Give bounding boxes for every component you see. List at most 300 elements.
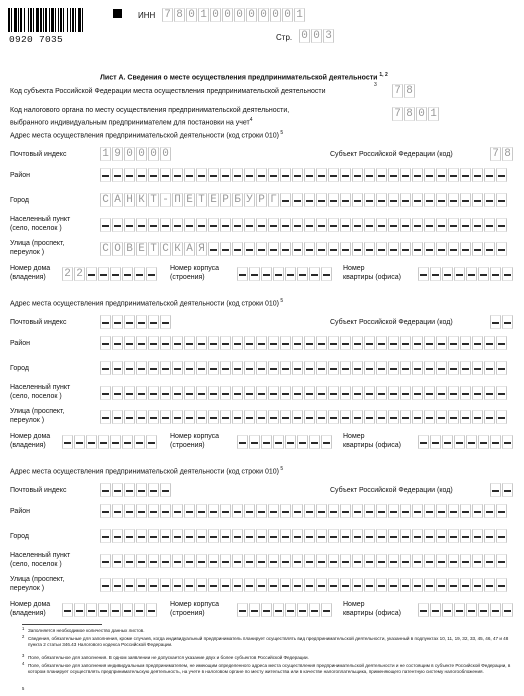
district-field-cell: [184, 504, 195, 518]
footnote-text: Заполняется необходимое количество данных листов.: [28, 628, 145, 633]
region-code-footnote-ref: 3: [374, 82, 377, 88]
city-field-cell: Н: [124, 193, 135, 207]
inn-cell: 0: [222, 8, 233, 22]
settlement-field-cell: [436, 554, 447, 568]
street-label-sub: переулок ): [10, 249, 45, 256]
settlement-field-cell: [160, 218, 171, 232]
building-field-cell: [309, 267, 320, 281]
settlement-field-cell: [484, 554, 495, 568]
apartment-field-cell: [442, 267, 453, 281]
settlement-field-cell: [160, 386, 171, 400]
city-field-cell: [340, 529, 351, 543]
street-field-cell: А: [184, 242, 195, 256]
building-field[interactable]: [237, 267, 333, 281]
settlement-field-cell: [184, 554, 195, 568]
apartment-field-cell: [502, 267, 513, 281]
street-field-cell: [304, 578, 315, 592]
district-field-cell: [136, 504, 147, 518]
street-field-cell: В: [124, 242, 135, 256]
postal-code-field[interactable]: [100, 315, 172, 329]
city-label: Город: [10, 197, 29, 204]
city-field-cell: [220, 361, 231, 375]
region-code-cell: 8: [404, 84, 415, 98]
postal-code-field-cell: [124, 315, 135, 329]
street-field-cell: [352, 578, 363, 592]
district-field-cell: [316, 504, 327, 518]
street-field-cell: [364, 410, 375, 424]
district-field-cell: [220, 168, 231, 182]
street-field-cell: [376, 578, 387, 592]
settlement-label: Населенный пункт: [10, 384, 71, 391]
street-field-cell: [388, 410, 399, 424]
house-field-cell: [134, 267, 145, 281]
street-field-cell: [352, 242, 363, 256]
barcode-bar: [83, 8, 85, 32]
street-field-cell: [460, 410, 471, 424]
city-field-cell: [364, 193, 375, 207]
corner-marker: [113, 9, 122, 18]
building-field[interactable]: [237, 435, 333, 449]
city-field-cell: [208, 529, 219, 543]
district-field-cell: [400, 504, 411, 518]
street-field-cell: [184, 410, 195, 424]
settlement-field-cell: [460, 218, 471, 232]
postal-code-field-cell: 0: [136, 147, 147, 161]
settlement-field-cell: [364, 554, 375, 568]
district-field-cell: [424, 168, 435, 182]
page-label: Стр.: [276, 33, 293, 42]
street-label-sub: переулок ): [10, 417, 45, 424]
district-field-cell: [220, 336, 231, 350]
apartment-field-cell: [454, 603, 465, 617]
building-field-cell: [297, 267, 308, 281]
street-field-cell: О: [112, 242, 123, 256]
postal-code-field-cell: 1: [100, 147, 111, 161]
street-field-cell: [220, 242, 231, 256]
city-field-cell: [256, 529, 267, 543]
settlement-field-cell: [148, 554, 159, 568]
city-field-cell: С: [100, 193, 111, 207]
apartment-field[interactable]: [418, 603, 514, 617]
footnote-number: 2: [22, 634, 25, 639]
district-field-cell: [208, 504, 219, 518]
settlement-field-cell: [136, 554, 147, 568]
apartment-field-cell: [454, 435, 465, 449]
district-field[interactable]: [100, 504, 508, 518]
settlement-field-cell: [304, 554, 315, 568]
settlement-field-cell: [436, 386, 447, 400]
building-field-cell: [321, 435, 332, 449]
region-code-field[interactable]: [392, 84, 416, 98]
house-field-cell: [98, 603, 109, 617]
settlement-field-cell: [256, 386, 267, 400]
house-field-cell: [86, 267, 97, 281]
city-field-cell: [112, 361, 123, 375]
settlement-field-cell: [244, 386, 255, 400]
city-field-cell: [100, 529, 111, 543]
city-field-cell: [304, 529, 315, 543]
page-number-field[interactable]: [299, 29, 335, 43]
district-field-cell: [388, 168, 399, 182]
building-field-cell: [249, 603, 260, 617]
house-label: Номер дома: [10, 265, 51, 272]
settlement-field-cell: [220, 554, 231, 568]
inn-cell: 0: [270, 8, 281, 22]
settlement-field-cell: [388, 386, 399, 400]
street-field-cell: [112, 578, 123, 592]
postal-code-field-cell: 0: [124, 147, 135, 161]
house-field-cell: [62, 435, 73, 449]
city-field-cell: [412, 193, 423, 207]
district-field-cell: [364, 168, 375, 182]
settlement-field-cell: [376, 386, 387, 400]
district-field-cell: [280, 504, 291, 518]
district-field-cell: [472, 168, 483, 182]
settlement-field-cell: [340, 554, 351, 568]
city-field-cell: [292, 193, 303, 207]
street-field-cell: [340, 410, 351, 424]
city-field-cell: [460, 529, 471, 543]
settlement-field-cell: [208, 386, 219, 400]
district-field-cell: [448, 336, 459, 350]
building-field-cell: [297, 603, 308, 617]
settlement-field-cell: [280, 554, 291, 568]
city-field-cell: [436, 193, 447, 207]
settlement-field-cell: [268, 554, 279, 568]
city-field-cell: [436, 529, 447, 543]
tax-office-code-field[interactable]: [392, 107, 440, 121]
house-field-cell: 2: [62, 267, 73, 281]
street-field-cell: [388, 578, 399, 592]
settlement-field-cell: [448, 218, 459, 232]
settlement-field-cell: [472, 554, 483, 568]
settlement-field-cell: [268, 386, 279, 400]
inn-cell: 1: [198, 8, 209, 22]
street-label: Улица (проспект,: [10, 576, 65, 583]
city-field-cell: [352, 529, 363, 543]
house-field-cell: [146, 435, 157, 449]
settlement-field-cell: [292, 218, 303, 232]
settlement-field-cell: [304, 386, 315, 400]
settlement-field-cell: [124, 386, 135, 400]
city-field-cell: [148, 361, 159, 375]
house-field-cell: [146, 267, 157, 281]
building-field-cell: [237, 435, 248, 449]
street-field-cell: [352, 410, 363, 424]
settlement-field-cell: [124, 218, 135, 232]
settlement-field-cell: [148, 218, 159, 232]
district-field-cell: [292, 504, 303, 518]
city-field-cell: [232, 361, 243, 375]
city-field-cell: Е: [184, 193, 195, 207]
city-field-cell: [244, 361, 255, 375]
district-field-cell: [172, 336, 183, 350]
street-field-cell: [292, 578, 303, 592]
house-label-sub: (владения): [10, 610, 46, 617]
city-field-cell: [424, 361, 435, 375]
house-field[interactable]: [62, 603, 158, 617]
house-field-cell: [74, 435, 85, 449]
settlement-field[interactable]: [100, 218, 508, 232]
district-field[interactable]: [100, 336, 508, 350]
district-field-cell: [148, 504, 159, 518]
street-field-cell: [268, 578, 279, 592]
settlement-field-cell: [484, 218, 495, 232]
building-field-cell: [285, 435, 296, 449]
district-field-cell: [364, 336, 375, 350]
apartment-field-cell: [466, 603, 477, 617]
street-field-cell: [100, 578, 111, 592]
settlement-field-cell: [172, 554, 183, 568]
settlement-field-cell: [400, 386, 411, 400]
house-label-sub: (владения): [10, 442, 46, 449]
inn-label: ИНН: [138, 11, 156, 20]
footnote-number: 5: [22, 686, 25, 691]
street-field-cell: Е: [136, 242, 147, 256]
district-field-cell: [160, 504, 171, 518]
street-field-cell: [400, 578, 411, 592]
district-field-cell: [196, 504, 207, 518]
house-field-cell: [86, 603, 97, 617]
settlement-field-cell: [376, 554, 387, 568]
street-field-cell: [280, 578, 291, 592]
city-field-cell: [472, 361, 483, 375]
street-field-cell: [460, 242, 471, 256]
apartment-field-cell: [490, 435, 501, 449]
city-field-cell: [364, 529, 375, 543]
district-field-cell: [268, 336, 279, 350]
house-field-cell: 2: [74, 267, 85, 281]
city-field-cell: [268, 529, 279, 543]
city-field-cell: [436, 361, 447, 375]
inn-cell: 8: [174, 8, 185, 22]
house-field[interactable]: [62, 267, 158, 281]
district-field-cell: [184, 168, 195, 182]
footnote-text: Сведения, обязательные для заполнения, кроме случаев, когда индивидуальный предприниматель планирует осуществлять вид предпринимательской деятельности, указанный в подпунктах 10, 11, 19, 32, 33, 45, 46, 47 и 48 пункта 2 статьи 346.43 Налогового кодекса Российской Федерации.: [28, 636, 509, 647]
settlement-field-cell: [496, 218, 507, 232]
settlement-field-cell: [352, 218, 363, 232]
district-label: Район: [10, 508, 30, 515]
street-field-cell: [304, 242, 315, 256]
building-field-cell: [261, 267, 272, 281]
district-field-cell: [436, 168, 447, 182]
district-field-cell: [460, 336, 471, 350]
city-field-cell: [448, 193, 459, 207]
city-field-cell: [388, 193, 399, 207]
settlement-field-cell: [424, 554, 435, 568]
city-field[interactable]: [100, 361, 508, 375]
city-field-cell: [304, 193, 315, 207]
apartment-field-cell: [502, 435, 513, 449]
district-field-cell: [472, 504, 483, 518]
city-field-cell: [328, 361, 339, 375]
apartment-field[interactable]: [418, 435, 514, 449]
city-field-cell: [412, 361, 423, 375]
street-field-cell: [160, 410, 171, 424]
subject-code-field[interactable]: [490, 147, 514, 161]
street-field-cell: [256, 410, 267, 424]
building-field[interactable]: [237, 603, 333, 617]
postal-code-field[interactable]: [100, 483, 172, 497]
house-label: Номер дома: [10, 601, 51, 608]
region-code-label: Код субъекта Российской Федерации места осуществления предпринимательской деятельности: [10, 88, 326, 95]
district-field[interactable]: [100, 168, 508, 182]
street-field-cell: [268, 410, 279, 424]
city-field[interactable]: [100, 529, 508, 543]
apartment-field-cell: [478, 603, 489, 617]
apartment-field-cell: [430, 603, 441, 617]
subject-code-label: Субъект Российской Федерации (код): [330, 151, 453, 158]
city-field-cell: [376, 193, 387, 207]
district-field-cell: [316, 336, 327, 350]
street-field-cell: К: [172, 242, 183, 256]
street-field[interactable]: [100, 410, 508, 424]
city-field-cell: [124, 529, 135, 543]
district-field-cell: [448, 168, 459, 182]
city-field-cell: [184, 529, 195, 543]
street-field-cell: [436, 578, 447, 592]
district-field-cell: [376, 504, 387, 518]
apartment-field-cell: [490, 267, 501, 281]
street-field-cell: [484, 410, 495, 424]
inn-cell: 0: [258, 8, 269, 22]
settlement-field-cell: [172, 386, 183, 400]
street-field-cell: [292, 410, 303, 424]
city-field-cell: А: [112, 193, 123, 207]
city-field-cell: [400, 529, 411, 543]
apartment-label-sub: квартиры (офиса): [343, 442, 401, 449]
settlement-field-cell: [112, 218, 123, 232]
city-field-cell: [472, 529, 483, 543]
address-section-footnote-ref: 5: [278, 298, 284, 304]
settlement-field-cell: [364, 386, 375, 400]
street-field-cell: Я: [196, 242, 207, 256]
street-field-cell: [304, 410, 315, 424]
district-field-cell: [388, 504, 399, 518]
city-field-cell: [112, 529, 123, 543]
city-field-cell: [100, 361, 111, 375]
street-field-cell: [496, 578, 507, 592]
building-field-cell: [237, 267, 248, 281]
settlement-field-cell: [232, 386, 243, 400]
subject-code-field[interactable]: [490, 483, 514, 497]
street-field-cell: [208, 578, 219, 592]
street-field-cell: [424, 242, 435, 256]
settlement-field-cell: [424, 386, 435, 400]
district-field-cell: [124, 168, 135, 182]
street-field-cell: [496, 410, 507, 424]
postal-code-field[interactable]: [100, 147, 172, 161]
settlement-field[interactable]: [100, 554, 508, 568]
district-field-cell: [412, 504, 423, 518]
settlement-field-cell: [304, 218, 315, 232]
city-field-cell: [172, 361, 183, 375]
apartment-field-cell: [430, 267, 441, 281]
city-field-cell: [400, 361, 411, 375]
apartment-field-cell: [490, 603, 501, 617]
district-field-cell: [496, 336, 507, 350]
city-field-cell: У: [244, 193, 255, 207]
footnote-text: Поле, обязательное для заполнения индивидуальным предпринимателем, не имеющим определенного адреса места осуществления предпринимательской деятельности и не состоящим в субъекте Российской Федерации, в котором планирует осуществлять предпринимательскую деятельность, на учете в налоговом органе по месту жительства или в качестве налогоплательщика, применяющего патентную систему налогообложения.: [28, 663, 511, 674]
city-field-cell: [388, 361, 399, 375]
street-field-cell: [376, 410, 387, 424]
city-field-cell: [280, 361, 291, 375]
street-field-cell: [232, 242, 243, 256]
city-field-cell: [484, 529, 495, 543]
street-field[interactable]: [100, 242, 508, 256]
street-field-cell: [496, 242, 507, 256]
district-field-cell: [244, 336, 255, 350]
settlement-field-cell: [256, 554, 267, 568]
settlement-field-cell: [220, 386, 231, 400]
street-field-cell: [196, 410, 207, 424]
street-field-cell: [316, 578, 327, 592]
district-field-cell: [232, 504, 243, 518]
postal-code-field-cell: [124, 483, 135, 497]
subject-code-field[interactable]: [490, 315, 514, 329]
settlement-field-cell: [124, 554, 135, 568]
city-field[interactable]: [100, 193, 508, 207]
district-field-cell: [280, 336, 291, 350]
settlement-field-cell: [436, 218, 447, 232]
settlement-field-cell: [400, 554, 411, 568]
building-field-cell: [309, 435, 320, 449]
city-field-cell: [364, 361, 375, 375]
street-field-cell: [160, 578, 171, 592]
street-field-cell: [148, 410, 159, 424]
settlement-field-cell: [232, 218, 243, 232]
house-field[interactable]: [62, 435, 158, 449]
city-field-cell: [304, 361, 315, 375]
settlement-field-cell: [196, 554, 207, 568]
house-field-cell: [122, 603, 133, 617]
district-field-cell: [424, 336, 435, 350]
street-field-cell: [472, 410, 483, 424]
inn-cell: 1: [294, 8, 305, 22]
barcode-number: 0920 7035: [9, 34, 64, 45]
settlement-field-cell: [280, 386, 291, 400]
building-field-cell: [261, 435, 272, 449]
building-label: Номер корпуса: [170, 601, 220, 608]
apartment-field[interactable]: [418, 267, 514, 281]
building-label-sub: (строения): [170, 442, 205, 449]
city-field-cell: Т: [196, 193, 207, 207]
inn-cell: 0: [186, 8, 197, 22]
settlement-field-cell: [316, 218, 327, 232]
tax-office-cell: 8: [404, 107, 415, 121]
city-field-cell: [376, 361, 387, 375]
district-field-cell: [424, 504, 435, 518]
postal-code-field-cell: 0: [160, 147, 171, 161]
house-field-cell: [98, 267, 109, 281]
subject-code-label: Субъект Российской Федерации (код): [330, 319, 453, 326]
city-field-cell: [292, 529, 303, 543]
settlement-field[interactable]: [100, 386, 508, 400]
district-field-cell: [232, 168, 243, 182]
street-field-cell: [472, 242, 483, 256]
street-field-cell: [100, 410, 111, 424]
street-field[interactable]: [100, 578, 508, 592]
settlement-field-cell: [400, 218, 411, 232]
inn-field[interactable]: [162, 8, 306, 22]
street-field-cell: [412, 578, 423, 592]
postal-code-field-cell: [112, 483, 123, 497]
city-field-cell: [316, 361, 327, 375]
city-field-cell: К: [136, 193, 147, 207]
district-field-cell: [268, 504, 279, 518]
city-field-cell: [160, 529, 171, 543]
apartment-field-cell: [502, 603, 513, 617]
